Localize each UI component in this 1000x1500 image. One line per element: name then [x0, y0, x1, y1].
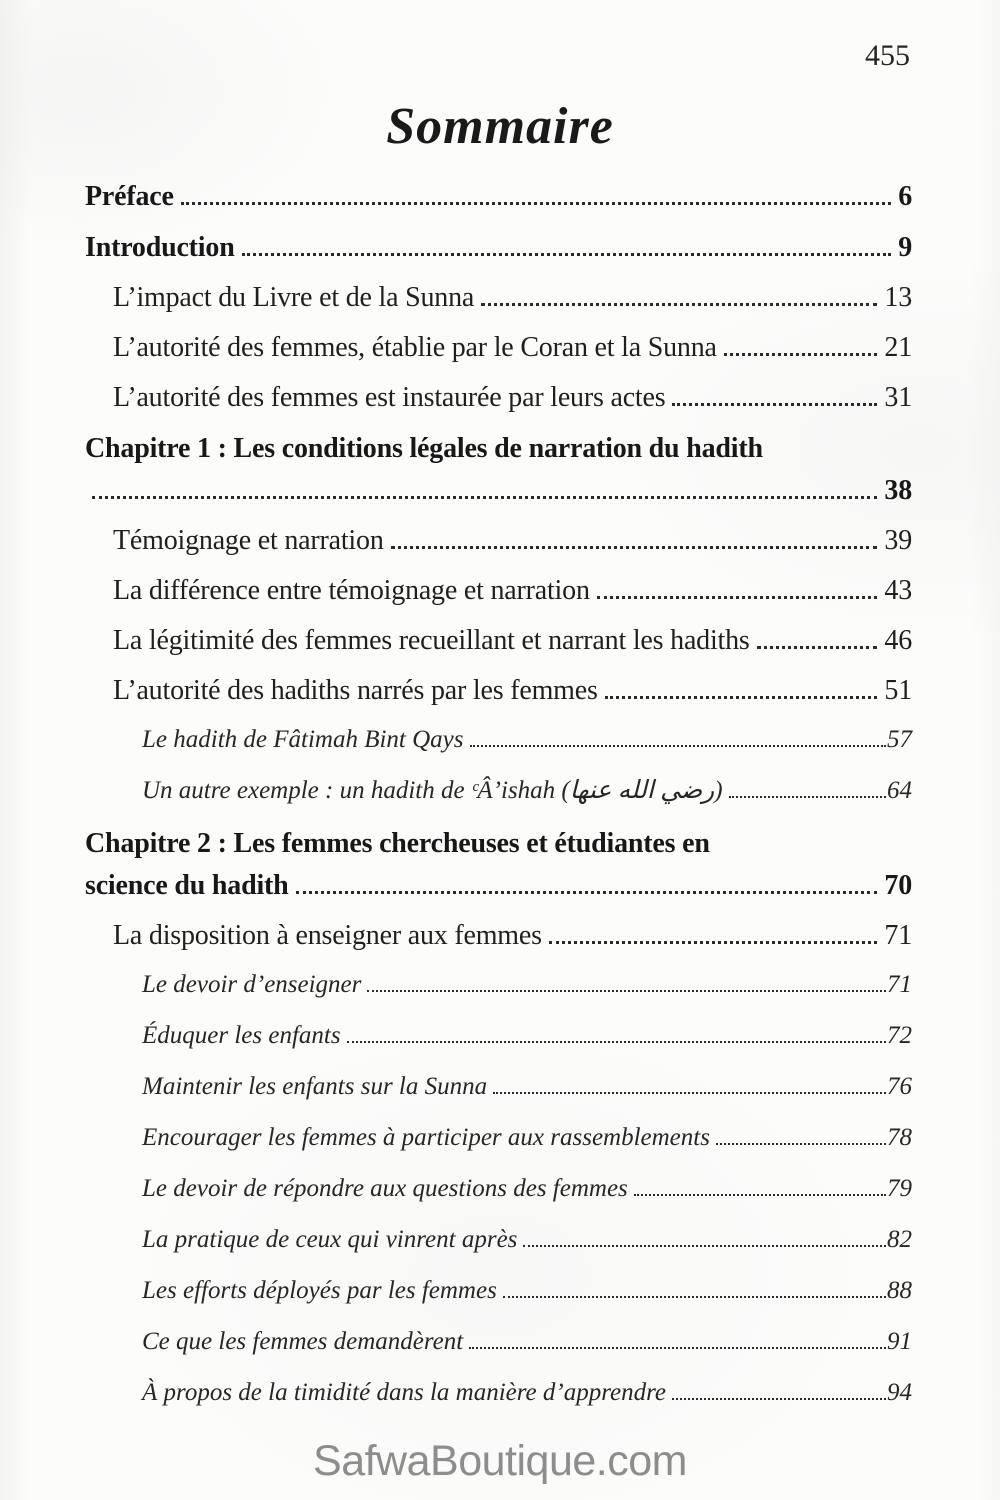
- dot-leader: [242, 253, 892, 256]
- toc-entry-page: 38: [884, 475, 912, 506]
- toc-entry-label: La différence entre témoignage et narration: [113, 575, 590, 606]
- toc-entry-page: 13: [884, 282, 912, 313]
- toc-entry: [85, 231, 912, 265]
- toc-entry-label: L’autorité des femmes est instaurée par leurs actes: [113, 382, 666, 413]
- toc-entry: [142, 1276, 912, 1306]
- page-title: Sommaire: [386, 98, 614, 155]
- dot-leader: [634, 1194, 886, 1196]
- toc-entry-label: La pratique de ceux qui vinrent après: [142, 1226, 518, 1253]
- dot-leader: [549, 941, 878, 944]
- toc-entry-label: Les efforts déployés par les femmes: [142, 1277, 497, 1304]
- toc-entry: [142, 725, 912, 755]
- dot-leader: [503, 1296, 886, 1298]
- toc-entry: [113, 382, 912, 414]
- toc-entry: [142, 1021, 912, 1051]
- dot-leader: [367, 990, 886, 992]
- toc-entry-label: Chapitre 1 : Les conditions légales de narration du hadith: [85, 433, 763, 464]
- dot-leader: [481, 303, 877, 306]
- toc-entry: [113, 625, 912, 657]
- toc-entry-label: Préface: [85, 181, 174, 212]
- toc-entry-page: 9: [898, 232, 912, 263]
- toc-entry-label: À propos de la timidité dans la manière d’apprendre: [142, 1379, 667, 1406]
- watermark: SafwaBoutique.com: [313, 1437, 687, 1485]
- toc-entry: [85, 180, 912, 214]
- dot-leader: [181, 202, 891, 205]
- dot-leader: [296, 891, 878, 894]
- toc-entry: [142, 1123, 912, 1153]
- toc-entry-label: Éduquer les enfants: [142, 1022, 341, 1049]
- dot-leader: [716, 1143, 886, 1145]
- toc-entry-page: 31: [884, 382, 912, 413]
- toc-entry-label: Le hadith de Fâtimah Bint Qays: [142, 726, 464, 753]
- toc-entry-page: 94: [887, 1379, 912, 1406]
- toc-entry-page: 76: [887, 1073, 912, 1100]
- toc-entry-label: Le devoir de répondre aux questions des femmes: [142, 1175, 628, 1202]
- toc-entry-page: 88: [887, 1277, 912, 1304]
- toc-entry-page: 78: [887, 1124, 912, 1151]
- toc-entry-page: 43: [884, 575, 912, 606]
- toc-entry-label: Encourager les femmes à participer aux rassemblements: [142, 1124, 710, 1151]
- page-number: 455: [865, 39, 910, 72]
- dot-leader: [470, 745, 887, 747]
- toc-entry: [142, 1225, 912, 1255]
- toc-entry: [142, 1174, 912, 1204]
- dot-leader: [347, 1041, 886, 1043]
- toc-entry-label: Chapitre 2 : Les femmes chercheuses et étudiantes en: [85, 828, 710, 859]
- dot-leader: [92, 496, 877, 499]
- dot-leader: [672, 403, 877, 406]
- toc-entry: [85, 827, 912, 903]
- dot-leader: [469, 1347, 886, 1349]
- dot-leader: [493, 1092, 886, 1094]
- dot-leader: [729, 796, 886, 798]
- toc-entry-label: Maintenir les enfants sur la Sunna: [142, 1073, 488, 1100]
- toc-entry: [142, 1072, 912, 1102]
- toc-entry-page: 64: [887, 777, 912, 804]
- toc-entry-page: 6: [898, 181, 912, 212]
- toc-entry: [142, 970, 912, 1000]
- dot-leader: [597, 596, 878, 599]
- toc-entry-page: 21: [884, 332, 912, 363]
- toc-entry-label: Le devoir d’enseigner: [142, 971, 362, 998]
- toc-entry-page: 82: [887, 1226, 912, 1253]
- dot-leader: [391, 546, 878, 549]
- dot-leader: [672, 1398, 886, 1400]
- toc-list: [0, 156, 1000, 1408]
- toc-entry-label: Un autre exemple : un hadith de ᶜÂ’ishah (رضي الله عنها): [142, 777, 723, 804]
- toc-entry: [113, 920, 912, 952]
- toc-entry: [142, 776, 912, 806]
- dot-leader: [605, 696, 878, 699]
- toc-entry-page: 39: [884, 525, 912, 556]
- toc-entry-page: 71: [887, 971, 912, 998]
- toc-entry-page: 51: [884, 675, 912, 706]
- toc-entry: [85, 432, 912, 508]
- toc-entry-page: 70: [884, 870, 912, 901]
- toc-entry-page: 91: [887, 1328, 912, 1355]
- toc-entry-page: 71: [884, 920, 912, 951]
- toc-entry-label: L’autorité des hadiths narrés par les femmes: [113, 675, 598, 706]
- dot-leader: [757, 646, 878, 649]
- toc-entry-label: La légitimité des femmes recueillant et narrant les hadiths: [113, 625, 750, 656]
- toc-entry: [142, 1327, 912, 1357]
- toc-entry-page: 72: [887, 1022, 912, 1049]
- toc-entry-label: L’autorité des femmes, établie par le Coran et la Sunna: [113, 332, 717, 363]
- toc-entry: [113, 332, 912, 364]
- toc-entry: [113, 282, 912, 314]
- toc-entry-page: 46: [884, 625, 912, 656]
- toc-entry-label: La disposition à enseigner aux femmes: [113, 920, 542, 951]
- toc-entry-label: Introduction: [85, 232, 235, 263]
- toc-entry-label: L’impact du Livre et de la Sunna: [113, 282, 475, 313]
- toc-entry-label: Témoignage et narration: [113, 525, 384, 556]
- toc-entry: [113, 525, 912, 557]
- toc-entry-page: 79: [887, 1175, 912, 1202]
- toc-entry-label: science du hadith: [85, 870, 289, 901]
- toc-entry-label: Ce que les femmes demandèrent: [142, 1328, 464, 1355]
- toc-entry: [142, 1378, 912, 1408]
- toc-entry-page: 57: [887, 726, 912, 753]
- toc-entry: [113, 575, 912, 607]
- dot-leader: [523, 1245, 886, 1247]
- toc-entry: [113, 675, 912, 707]
- dot-leader: [724, 353, 878, 356]
